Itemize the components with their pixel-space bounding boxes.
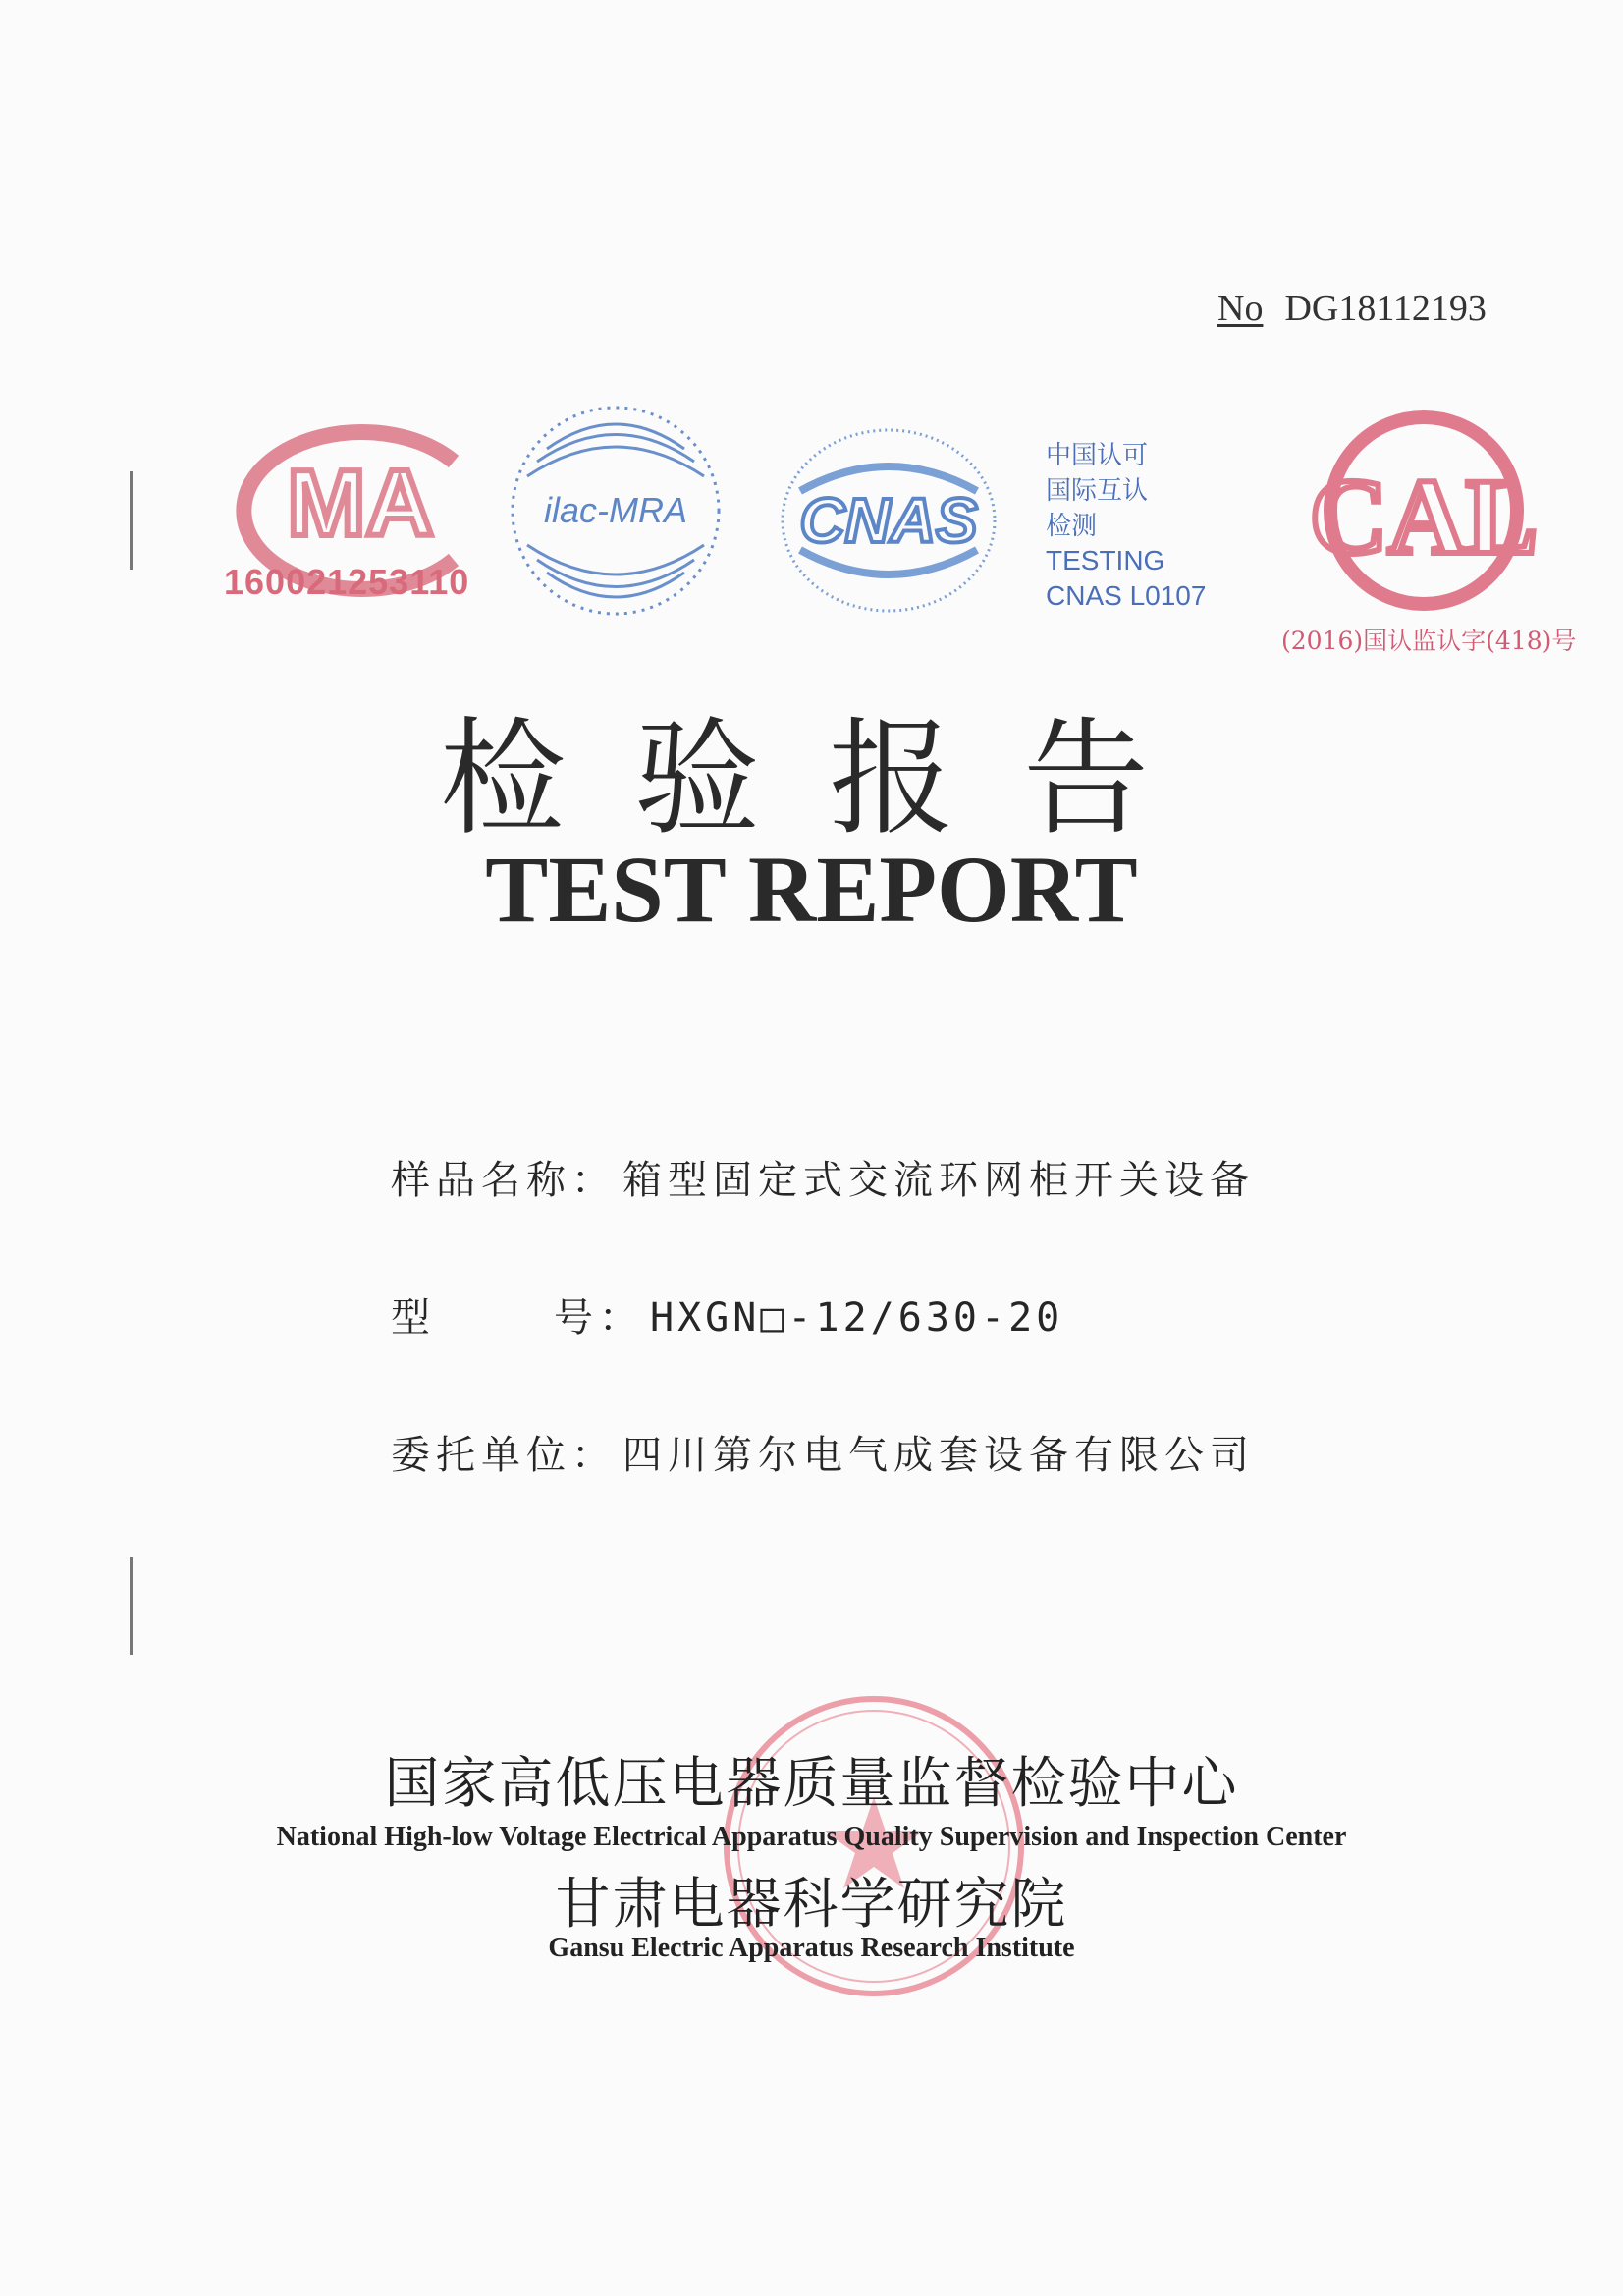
cnas-line-4: TESTING [1046,545,1165,575]
title-chinese: 检验报告 [439,706,1217,852]
field-label-b: 号： [554,1295,644,1340]
title-english: TEST REPORT [485,837,1138,942]
ilac-mra-logo [503,398,729,624]
field-label: 委托单位： [391,1433,617,1478]
cal-letters: CAL [1309,457,1539,576]
report-number [1217,287,1487,330]
cnas-line-3: 检测 [1046,511,1098,540]
ma-certificate-number: 160021253110 [224,562,470,602]
field-model [391,1286,1063,1342]
cal-caption: (2016)国认监认字(418)号 [1281,627,1577,655]
field-label-a: 型 [391,1295,436,1340]
field-value: 四川第尔电气成套设备有限公司 [622,1433,1255,1478]
cal-mark-logo [1301,408,1546,619]
cnas-letters: CNAS [799,485,978,556]
org-2-chinese: 甘肃电器科学研究院 [555,1873,1068,1937]
org-1-english: National High-low Voltage Electrical Apparatus Quality Supervision and Inspection Center [276,1822,1347,1852]
report-number-prefix: No [1217,288,1264,329]
ma-letters: MA [287,451,434,556]
report-number-value: DG18112193 [1284,288,1487,329]
org-1-chinese: 国家高低压电器质量监督检验中心 [384,1752,1239,1816]
ilac-letters: ilac-MRA [543,490,688,530]
binding-mark [130,1557,133,1655]
field-client [391,1424,1255,1480]
org-2-english: Gansu Electric Apparatus Research Institute [548,1933,1075,1963]
cnas-logo [761,422,1016,619]
cnas-line-1: 中国认可 [1046,440,1149,469]
binding-mark [130,471,133,570]
cnas-line-2: 国际互认 [1046,475,1149,505]
field-value: 箱型固定式交流环网柜开关设备 [622,1158,1255,1203]
cnas-accreditation-text [1046,437,1242,614]
field-sample-name [391,1149,1255,1205]
field-value: HXGN□-12/630-20 [650,1295,1064,1340]
field-label: 样品名称： [391,1158,617,1203]
cnas-line-5: CNAS L0107 [1046,580,1207,611]
